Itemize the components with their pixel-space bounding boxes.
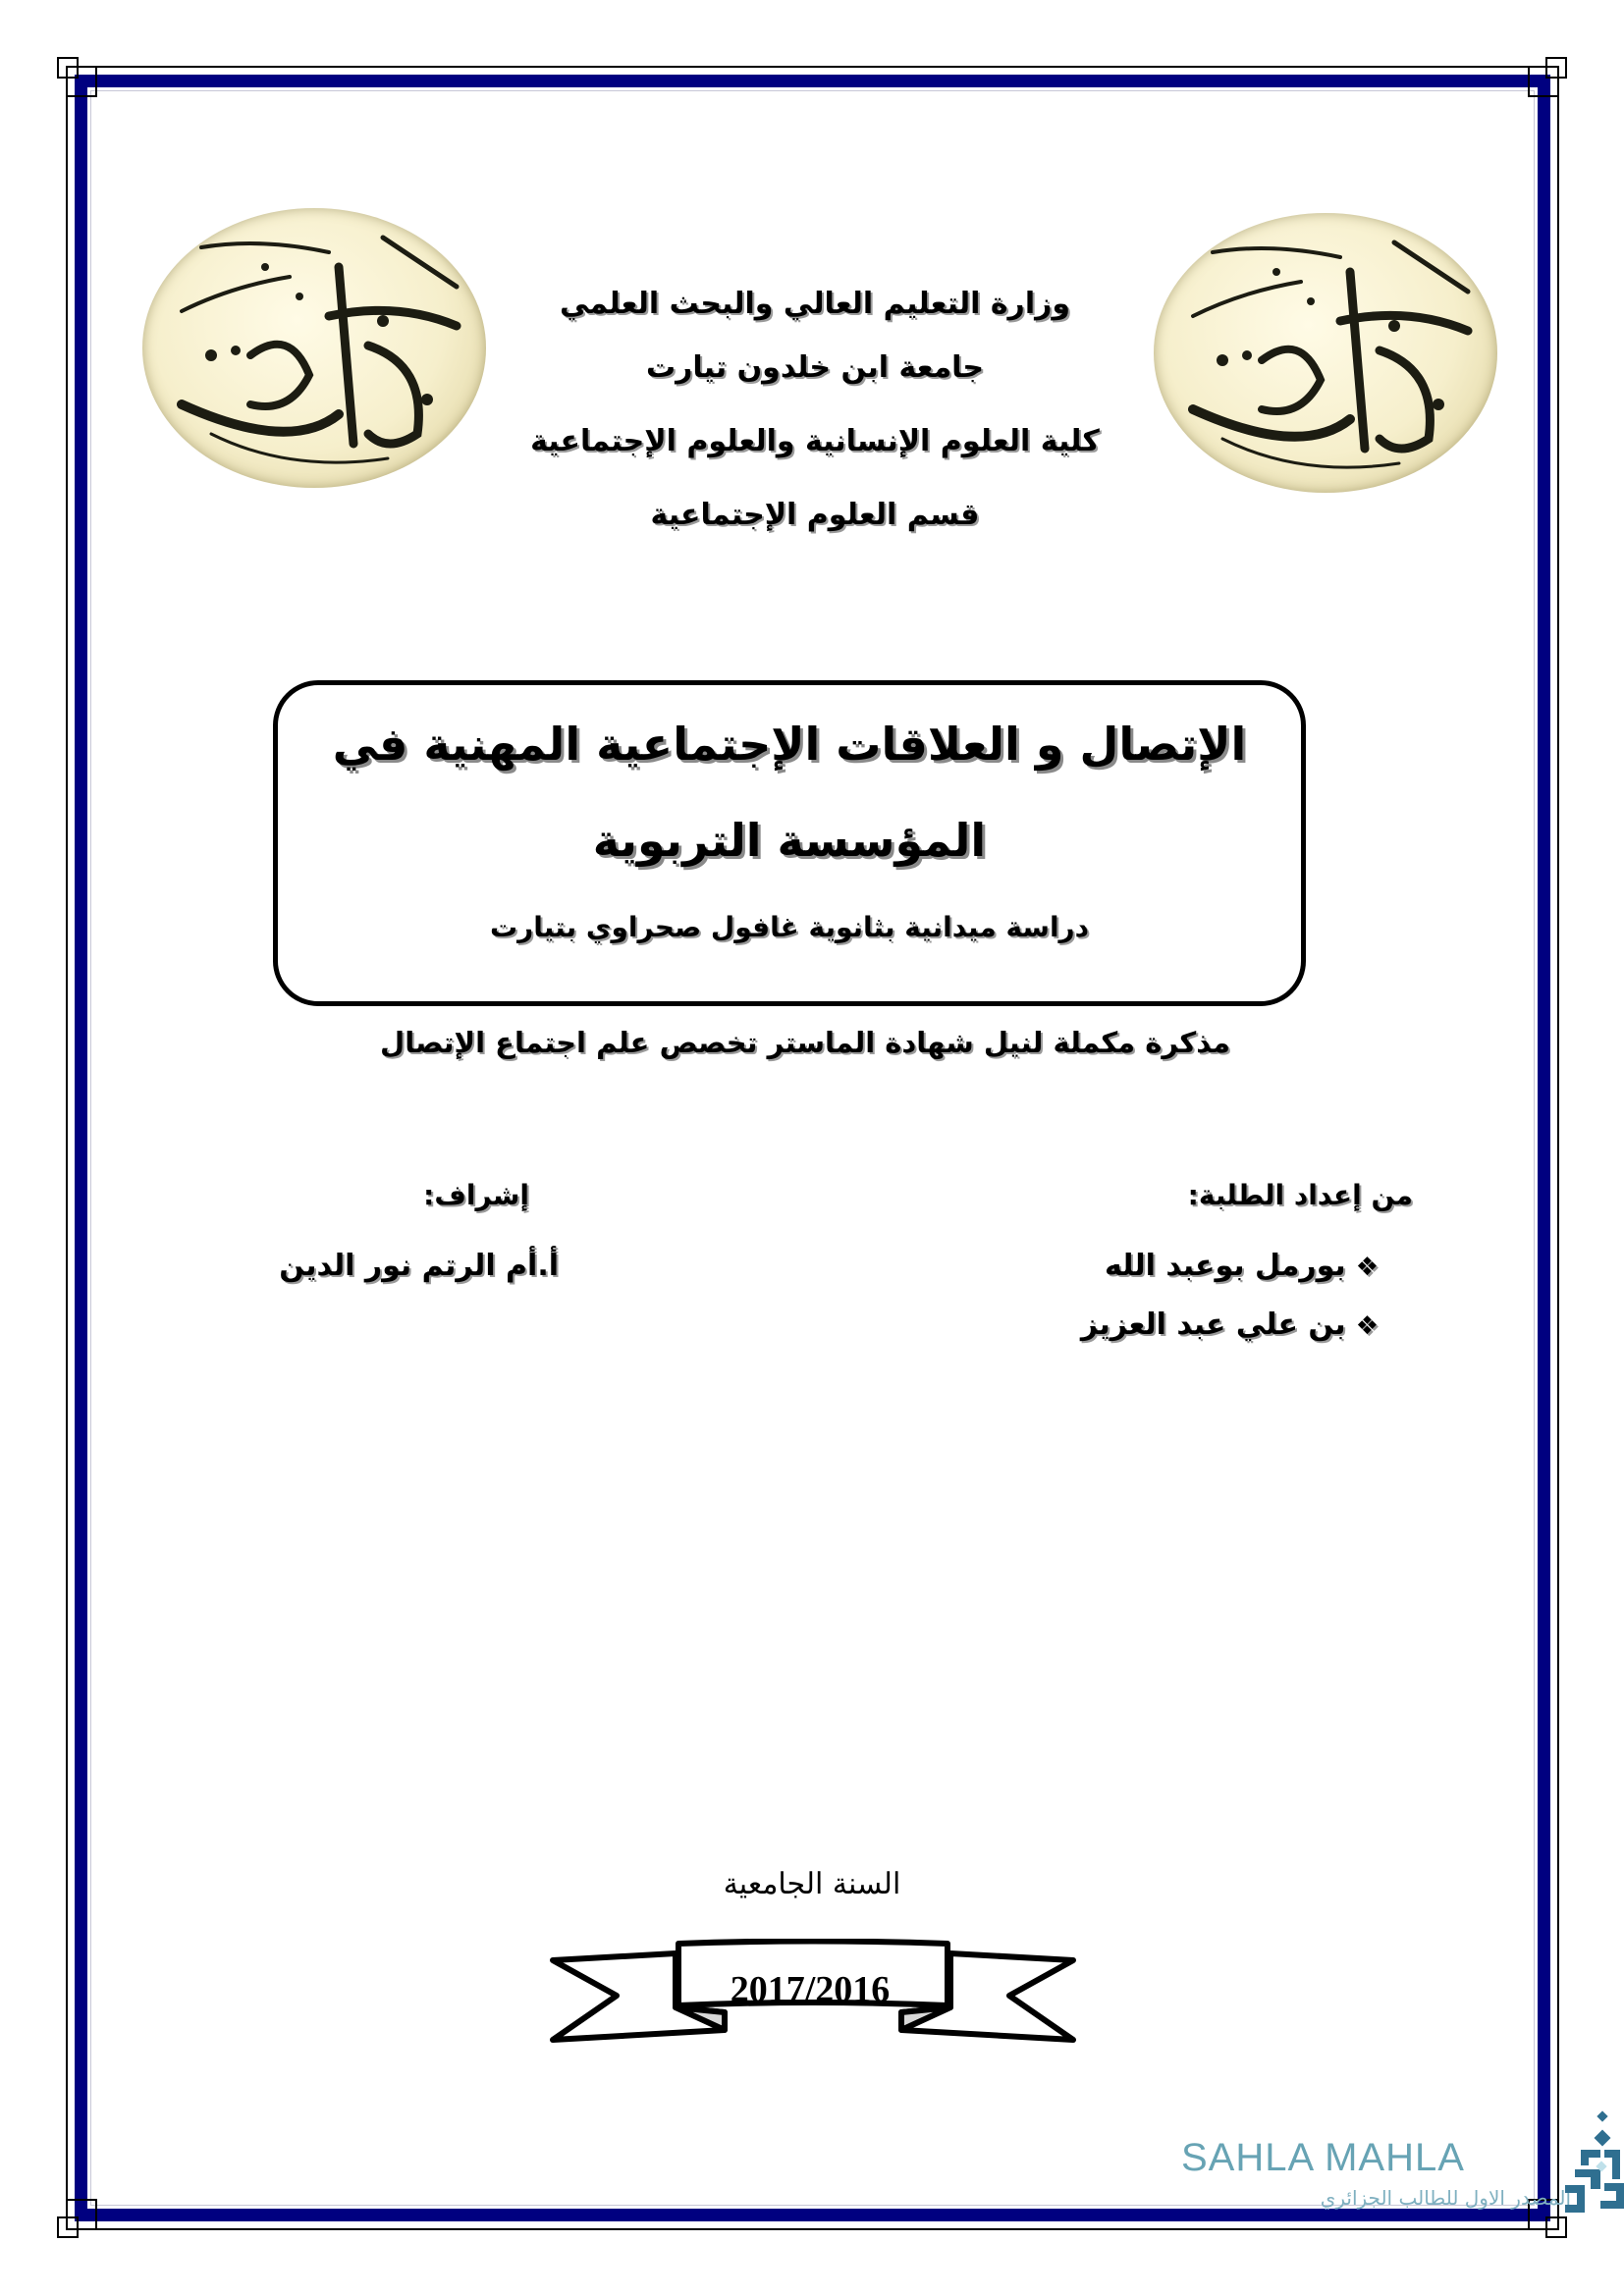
sahla-mahla-logo-icon bbox=[1561, 2110, 1624, 2218]
students-label: من إعداد الطلبة: bbox=[1187, 1179, 1413, 1211]
calligraphy-seal-icon bbox=[142, 208, 486, 488]
corner-ornament-bottom-right-small bbox=[1545, 2216, 1567, 2238]
diamond-bullet-icon: ❖ bbox=[1355, 1311, 1379, 1341]
university-logo-right bbox=[1154, 213, 1497, 493]
university-logo-left bbox=[142, 208, 486, 488]
thesis-title-line-1: الإتصال و العلاقات الإجتماعية المهنية في bbox=[332, 718, 1247, 771]
department-name: قسم العلوم الإجتماعية bbox=[650, 498, 980, 532]
faculty-name: كلية العلوم الإنسانية والعلوم الإجتماعية bbox=[530, 424, 1100, 458]
corner-ornament-top-left-small bbox=[57, 57, 79, 79]
watermark-subtitle: المصدر الاول للطالب الجزائري bbox=[1320, 2186, 1571, 2210]
corner-ornament-bottom-left-small bbox=[57, 2216, 79, 2238]
academic-year-label: السنة الجامعية bbox=[723, 1867, 901, 1901]
student-name-2 bbox=[1081, 1304, 1379, 1348]
ministry-name: وزارة التعليم العالي والبحث العلمي bbox=[559, 287, 1071, 321]
corner-ornament-top-right-small bbox=[1545, 57, 1567, 79]
degree-note: مذكرة مكملة لنيل شهادة الماستر تخصص علم اجتماع الإتصال bbox=[380, 1026, 1230, 1059]
diamond-bullet-icon: ❖ bbox=[1355, 1253, 1379, 1282]
academic-year-value: 2017/2016 bbox=[730, 1969, 891, 2010]
student-name-text: بورمل بوعبد الله bbox=[1104, 1249, 1346, 1283]
watermark-title: SAHLA MAHLA bbox=[1181, 2136, 1465, 2179]
thesis-title-line-2: المؤسسة التربوية bbox=[592, 814, 987, 867]
university-name: جامعة ابن خلدون تيارت bbox=[645, 350, 985, 385]
supervision-label: إشراف: bbox=[423, 1179, 529, 1211]
student-name-text: بن علي عبد العزيز bbox=[1080, 1308, 1346, 1342]
thesis-subtitle: دراسة ميدانية بثانوية غافول صحراوي بتيارت bbox=[489, 911, 1090, 943]
student-name-1 bbox=[1105, 1245, 1379, 1289]
supervisor-name: أ.أم الرتم نور الدين bbox=[279, 1249, 559, 1283]
calligraphy-seal-icon bbox=[1154, 213, 1497, 493]
